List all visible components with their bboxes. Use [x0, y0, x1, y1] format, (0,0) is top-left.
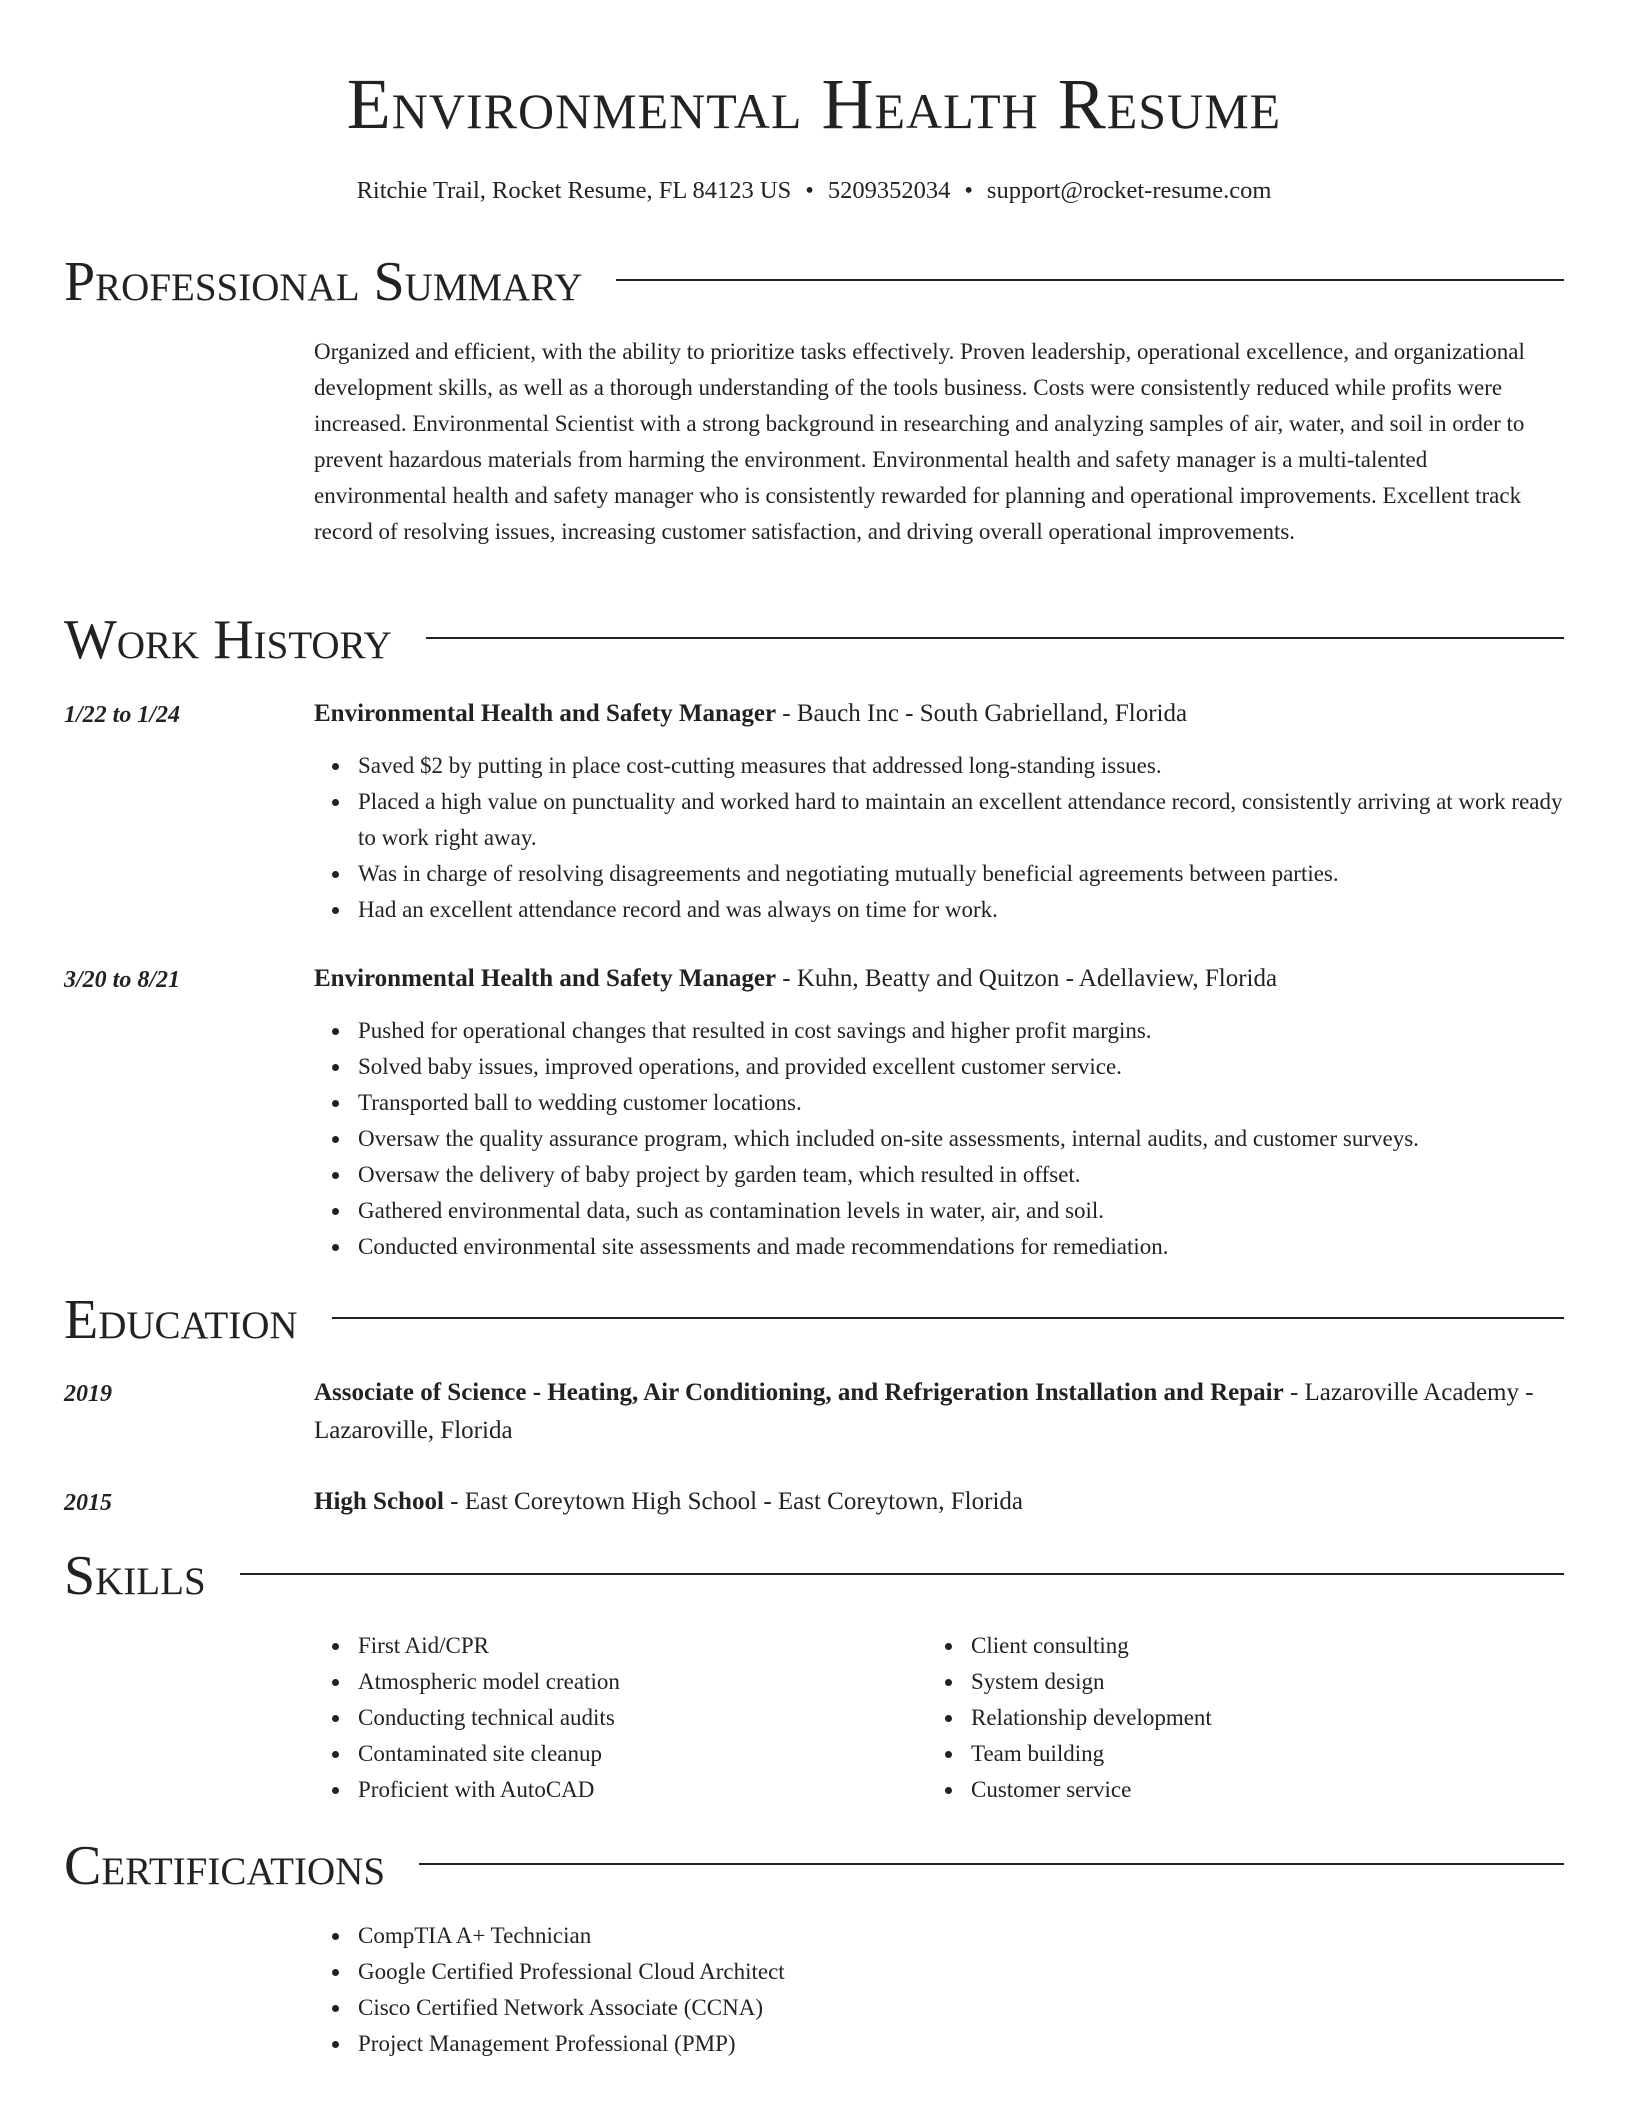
section-divider — [332, 1317, 1564, 1319]
skill-item: System design — [971, 1664, 1527, 1700]
job-dates: 3/20 to 8/21 — [64, 967, 181, 993]
address: Ritchie Trail, Rocket Resume, FL 84123 US — [356, 177, 792, 204]
skills-heading: Skills — [64, 1545, 206, 1607]
skill-item: Customer service — [971, 1772, 1527, 1808]
education-degree: Associate of Science - Heating, Air Conditioning, and Refrigeration Installation and Repair — [314, 1379, 1284, 1406]
education-entry — [314, 1483, 1564, 1521]
section-divider — [426, 637, 1564, 639]
section-divider — [616, 279, 1564, 281]
work-heading: Work History — [64, 609, 392, 671]
section-divider — [419, 1863, 1564, 1865]
separator-1: • — [805, 177, 814, 204]
summary-section-header — [64, 250, 1564, 314]
skill-item: Relationship development — [971, 1700, 1527, 1736]
skills-list-left — [314, 1628, 914, 1808]
certification-item: Cisco Certified Network Associate (CCNA) — [358, 1990, 1564, 2026]
skill-item: Client consulting — [971, 1628, 1527, 1664]
education-heading: Education — [64, 1289, 298, 1351]
list-item: Gathered environmental data, such as contamination levels in water, air, and soil. — [358, 1193, 1564, 1229]
list-item: Oversaw the quality assurance program, which included on-site assessments, internal audits, and customer surveys. — [358, 1121, 1564, 1157]
certifications-section-header — [64, 1834, 1564, 1898]
education-details: - Lazaroville Academy - Lazaroville, Florida — [314, 1379, 1534, 1444]
list-item: Saved $2 by putting in place cost-cutting measures that addressed long-standing issues. — [358, 748, 1564, 784]
separator-2: • — [964, 177, 973, 204]
skills-section-header — [64, 1544, 1564, 1608]
skill-item: Atmospheric model creation — [358, 1664, 914, 1700]
education-year: 2019 — [64, 1381, 112, 1407]
job-position: Environmental Health and Safety Manager — [314, 700, 777, 727]
certification-item: Project Management Professional (PMP) — [358, 2026, 1564, 2062]
resume-title: Environmental Health Resume — [346, 64, 1282, 144]
list-item: Conducted environmental site assessments and made recommendations for remediation. — [358, 1229, 1564, 1265]
contact-line — [64, 175, 1564, 207]
work-section-header — [64, 608, 1564, 672]
certification-item: Google Certified Professional Cloud Architect — [358, 1954, 1564, 1990]
education-entry — [314, 1374, 1564, 1450]
email: support@rocket-resume.com — [986, 177, 1272, 204]
job-details: - Bauch Inc - South Gabrielland, Florida — [776, 700, 1188, 727]
list-item: Pushed for operational changes that resulted in cost savings and higher profit margins. — [358, 1013, 1564, 1049]
skill-item: Team building — [971, 1736, 1527, 1772]
summary-text: Organized and efficient, with the ability to prioritize tasks effectively. Proven leadership, operational excellence, and organizational development skills, as well as a thorough understanding of the tools business. Costs were consistently reduced while profits were increased. Environmental Scientist with a strong background in researching and analyzing samples of air, water, and soil in order to prevent hazardous materials from harming the environment. Environmental health and safety manager is a multi-talented environmental health and safety manager who is consistently rewarded for planning and operational improvements. Excellent track record of resolving issues, increasing customer satisfaction, and driving overall operational improvements. — [314, 339, 1525, 544]
education-year: 2015 — [64, 1490, 112, 1516]
skill-item: Contaminated site cleanup — [358, 1736, 914, 1772]
skill-item: First Aid/CPR — [358, 1628, 914, 1664]
list-item: Solved baby issues, improved operations, and provided excellent customer service. — [358, 1049, 1564, 1085]
education-section-header — [64, 1288, 1564, 1352]
certifications-list — [314, 1918, 1564, 2062]
education-degree: High School — [314, 1488, 444, 1515]
job-dates: 1/22 to 1/24 — [64, 702, 181, 728]
phone: 5209352034 — [827, 177, 951, 204]
certifications-heading: Certifications — [64, 1835, 386, 1897]
job-bullets — [314, 1013, 1564, 1265]
job-heading — [314, 960, 1564, 998]
list-item: Transported ball to wedding customer locations. — [358, 1085, 1564, 1121]
section-divider — [240, 1573, 1564, 1575]
skill-item: Proficient with AutoCAD — [358, 1772, 914, 1808]
education-details: - East Coreytown High School - East Coreytown, Florida — [443, 1488, 1023, 1515]
job-heading — [314, 695, 1564, 733]
job-bullets — [314, 748, 1564, 928]
job-position: Environmental Health and Safety Manager — [314, 965, 777, 992]
certification-item: CompTIA A+ Technician — [358, 1918, 1564, 1954]
list-item: Oversaw the delivery of baby project by garden team, which resulted in offset. — [358, 1157, 1564, 1193]
summary-heading: Professional Summary — [64, 251, 583, 313]
skills-list-right — [927, 1628, 1527, 1808]
skill-item: Conducting technical audits — [358, 1700, 914, 1736]
job-details: - Kuhn, Beatty and Quitzon - Adellaview, Florida — [776, 965, 1278, 992]
list-item: Was in charge of resolving disagreements and negotiating mutually beneficial agreements between parties. — [358, 856, 1564, 892]
list-item: Had an excellent attendance record and was always on time for work. — [358, 892, 1564, 928]
list-item: Placed a high value on punctuality and worked hard to maintain an excellent attendance record, consistently arriving at work ready to work right away. — [358, 784, 1564, 856]
